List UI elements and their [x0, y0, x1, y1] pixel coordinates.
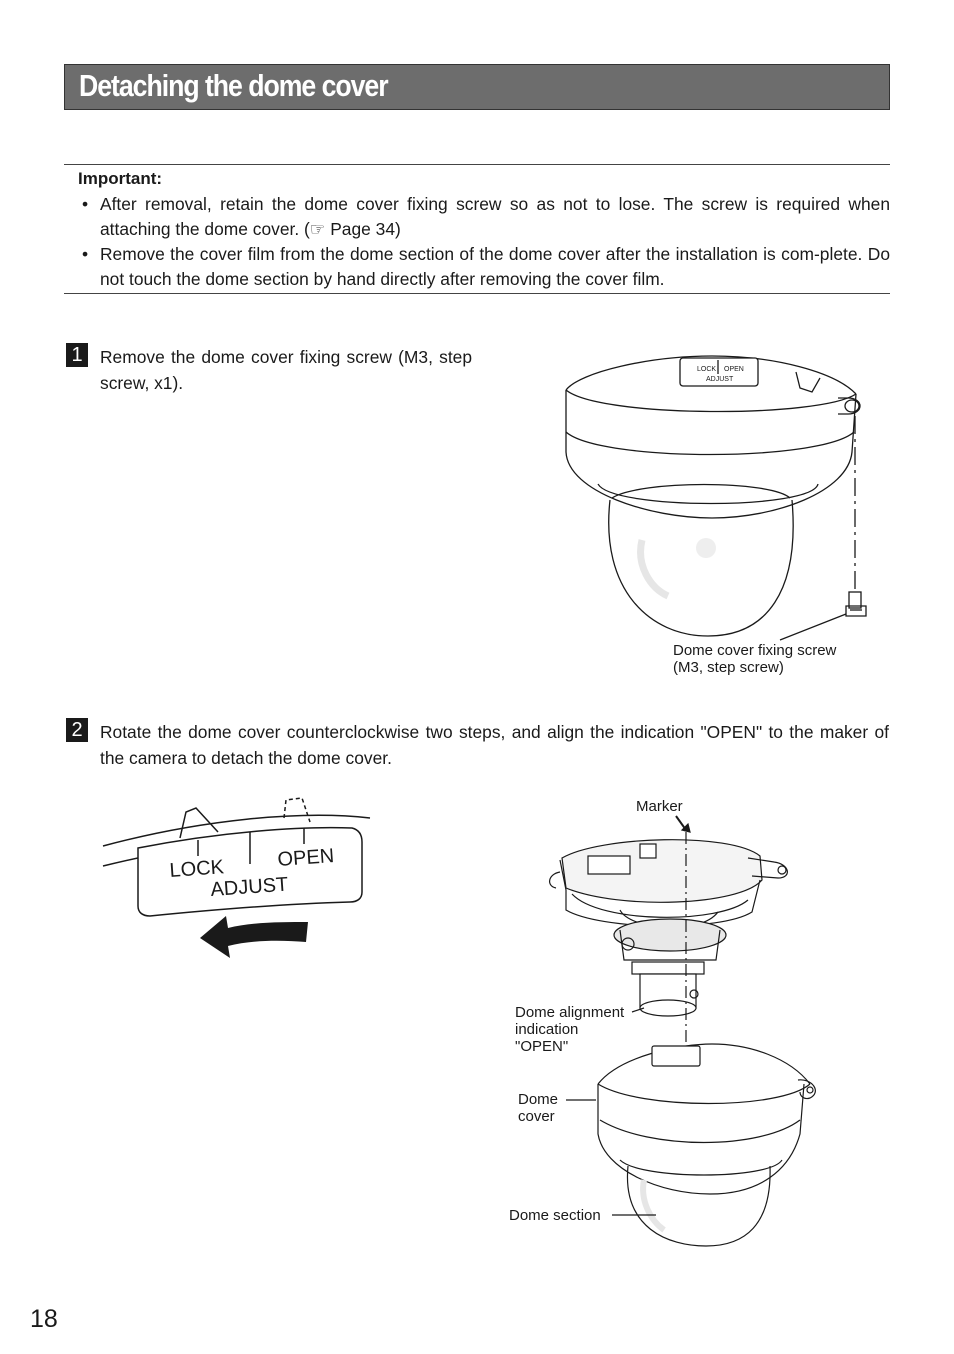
important-bullet-1: • After removal, retain the dome cover fixing screw so as not to lose. The screw is required when attaching the dome cover. (☞ Page 34): [78, 192, 890, 242]
label-open-large: OPEN: [276, 845, 335, 871]
label-open-small: OPEN: [724, 366, 744, 373]
label-screw-line2: (M3, step screw): [673, 659, 784, 676]
section-title: Detaching the dome cover: [79, 68, 388, 103]
important-label: Important:: [78, 169, 163, 188]
label-adjust-small: ADJUST: [706, 376, 734, 383]
label-adjust-large: ADJUST: [209, 873, 289, 901]
step-1-text: Remove the dome cover fixing screw (M3, step screw, x1).: [100, 347, 472, 393]
step-1-number: 1: [66, 343, 88, 367]
important-bullet-2: • Remove the cover film from the dome section of the dome cover after the installation is com-plete. Do not touch the dome section by hand directly after removing the cover film.: [78, 242, 890, 292]
label-dome-section: Dome section: [509, 1207, 601, 1224]
label-dome-alignment-line3: "OPEN": [515, 1038, 569, 1055]
step-2-text: Rotate the dome cover counterclockwise two steps, and align the indication "OPEN" to the maker of the camera to detach the dome cover.: [100, 722, 889, 768]
step-2-number: 2: [66, 718, 88, 742]
label-marker: Marker: [636, 798, 683, 815]
label-dome-cover-line2: cover: [518, 1108, 555, 1125]
label-dome-alignment-line1: Dome alignment: [515, 1004, 625, 1021]
label-lock-large: LOCK: [168, 856, 225, 882]
label-screw-line1: Dome cover fixing screw: [673, 642, 837, 659]
page-number: 18: [30, 1305, 58, 1333]
label-dome-cover-line1: Dome: [518, 1091, 559, 1108]
label-lock-small: LOCK: [697, 366, 717, 373]
label-dome-alignment-line2: indication: [515, 1021, 579, 1038]
